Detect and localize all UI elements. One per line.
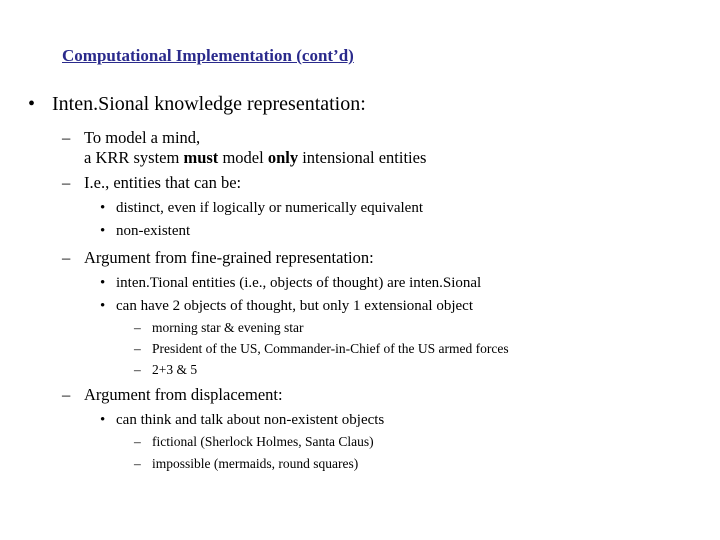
bullet-marker: • xyxy=(100,298,106,314)
dash-marker: – xyxy=(134,320,141,335)
distinct-bullet: distinct, even if logically or numerically equivalent xyxy=(116,200,423,216)
bullet-marker: • xyxy=(100,200,106,216)
bullet-marker: • xyxy=(100,412,106,428)
fictional-bullet: fictional (Sherlock Holmes, Santa Claus) xyxy=(152,434,374,449)
dash-marker: – xyxy=(62,128,71,147)
bullet-marker: • xyxy=(100,223,106,239)
president-bullet: President of the US, Commander-in-Chief of the US armed forces xyxy=(152,341,509,356)
emphasis-only: only xyxy=(267,148,299,167)
mind-line-2: a KRR system must model only intensional entities xyxy=(84,148,427,167)
dash-marker: – xyxy=(134,434,141,449)
sum-bullet: 2+3 & 5 xyxy=(152,362,198,377)
bullet-marker: • xyxy=(28,93,36,115)
two-objects-bullet: can have 2 objects of thought, but only 1 extensional object xyxy=(116,298,473,314)
dash-marker: – xyxy=(134,341,141,356)
impossible-bullet: impossible (mermaids, round squares) xyxy=(152,456,359,471)
morning-bullet: morning star & evening star xyxy=(152,320,304,335)
displacement-bullet: Argument from displacement: xyxy=(84,385,283,404)
ie-bullet: I.e., entities that can be: xyxy=(84,173,242,192)
slide-title: Computational Implementation (cont’d) xyxy=(62,46,354,65)
nonexistent-bullet: non-existent xyxy=(116,223,191,239)
mind-line-1: To model a mind, xyxy=(84,128,201,147)
dash-marker: – xyxy=(62,173,71,192)
main-bullet: Inten.Sional knowledge representation: xyxy=(52,93,366,115)
fine-grained-bullet: Argument from fine-grained representation: xyxy=(84,248,374,267)
dash-marker: – xyxy=(134,362,141,377)
think-bullet: can think and talk about non-existent objects xyxy=(116,412,385,428)
emphasis-must: must xyxy=(183,148,219,167)
bullet-marker: • xyxy=(100,275,106,291)
dash-marker: – xyxy=(134,456,141,471)
dash-marker: – xyxy=(62,385,71,404)
intentional-bullet: inten.Tional entities (i.e., objects of thought) are inten.Sional xyxy=(116,275,482,291)
dash-marker: – xyxy=(62,248,71,267)
